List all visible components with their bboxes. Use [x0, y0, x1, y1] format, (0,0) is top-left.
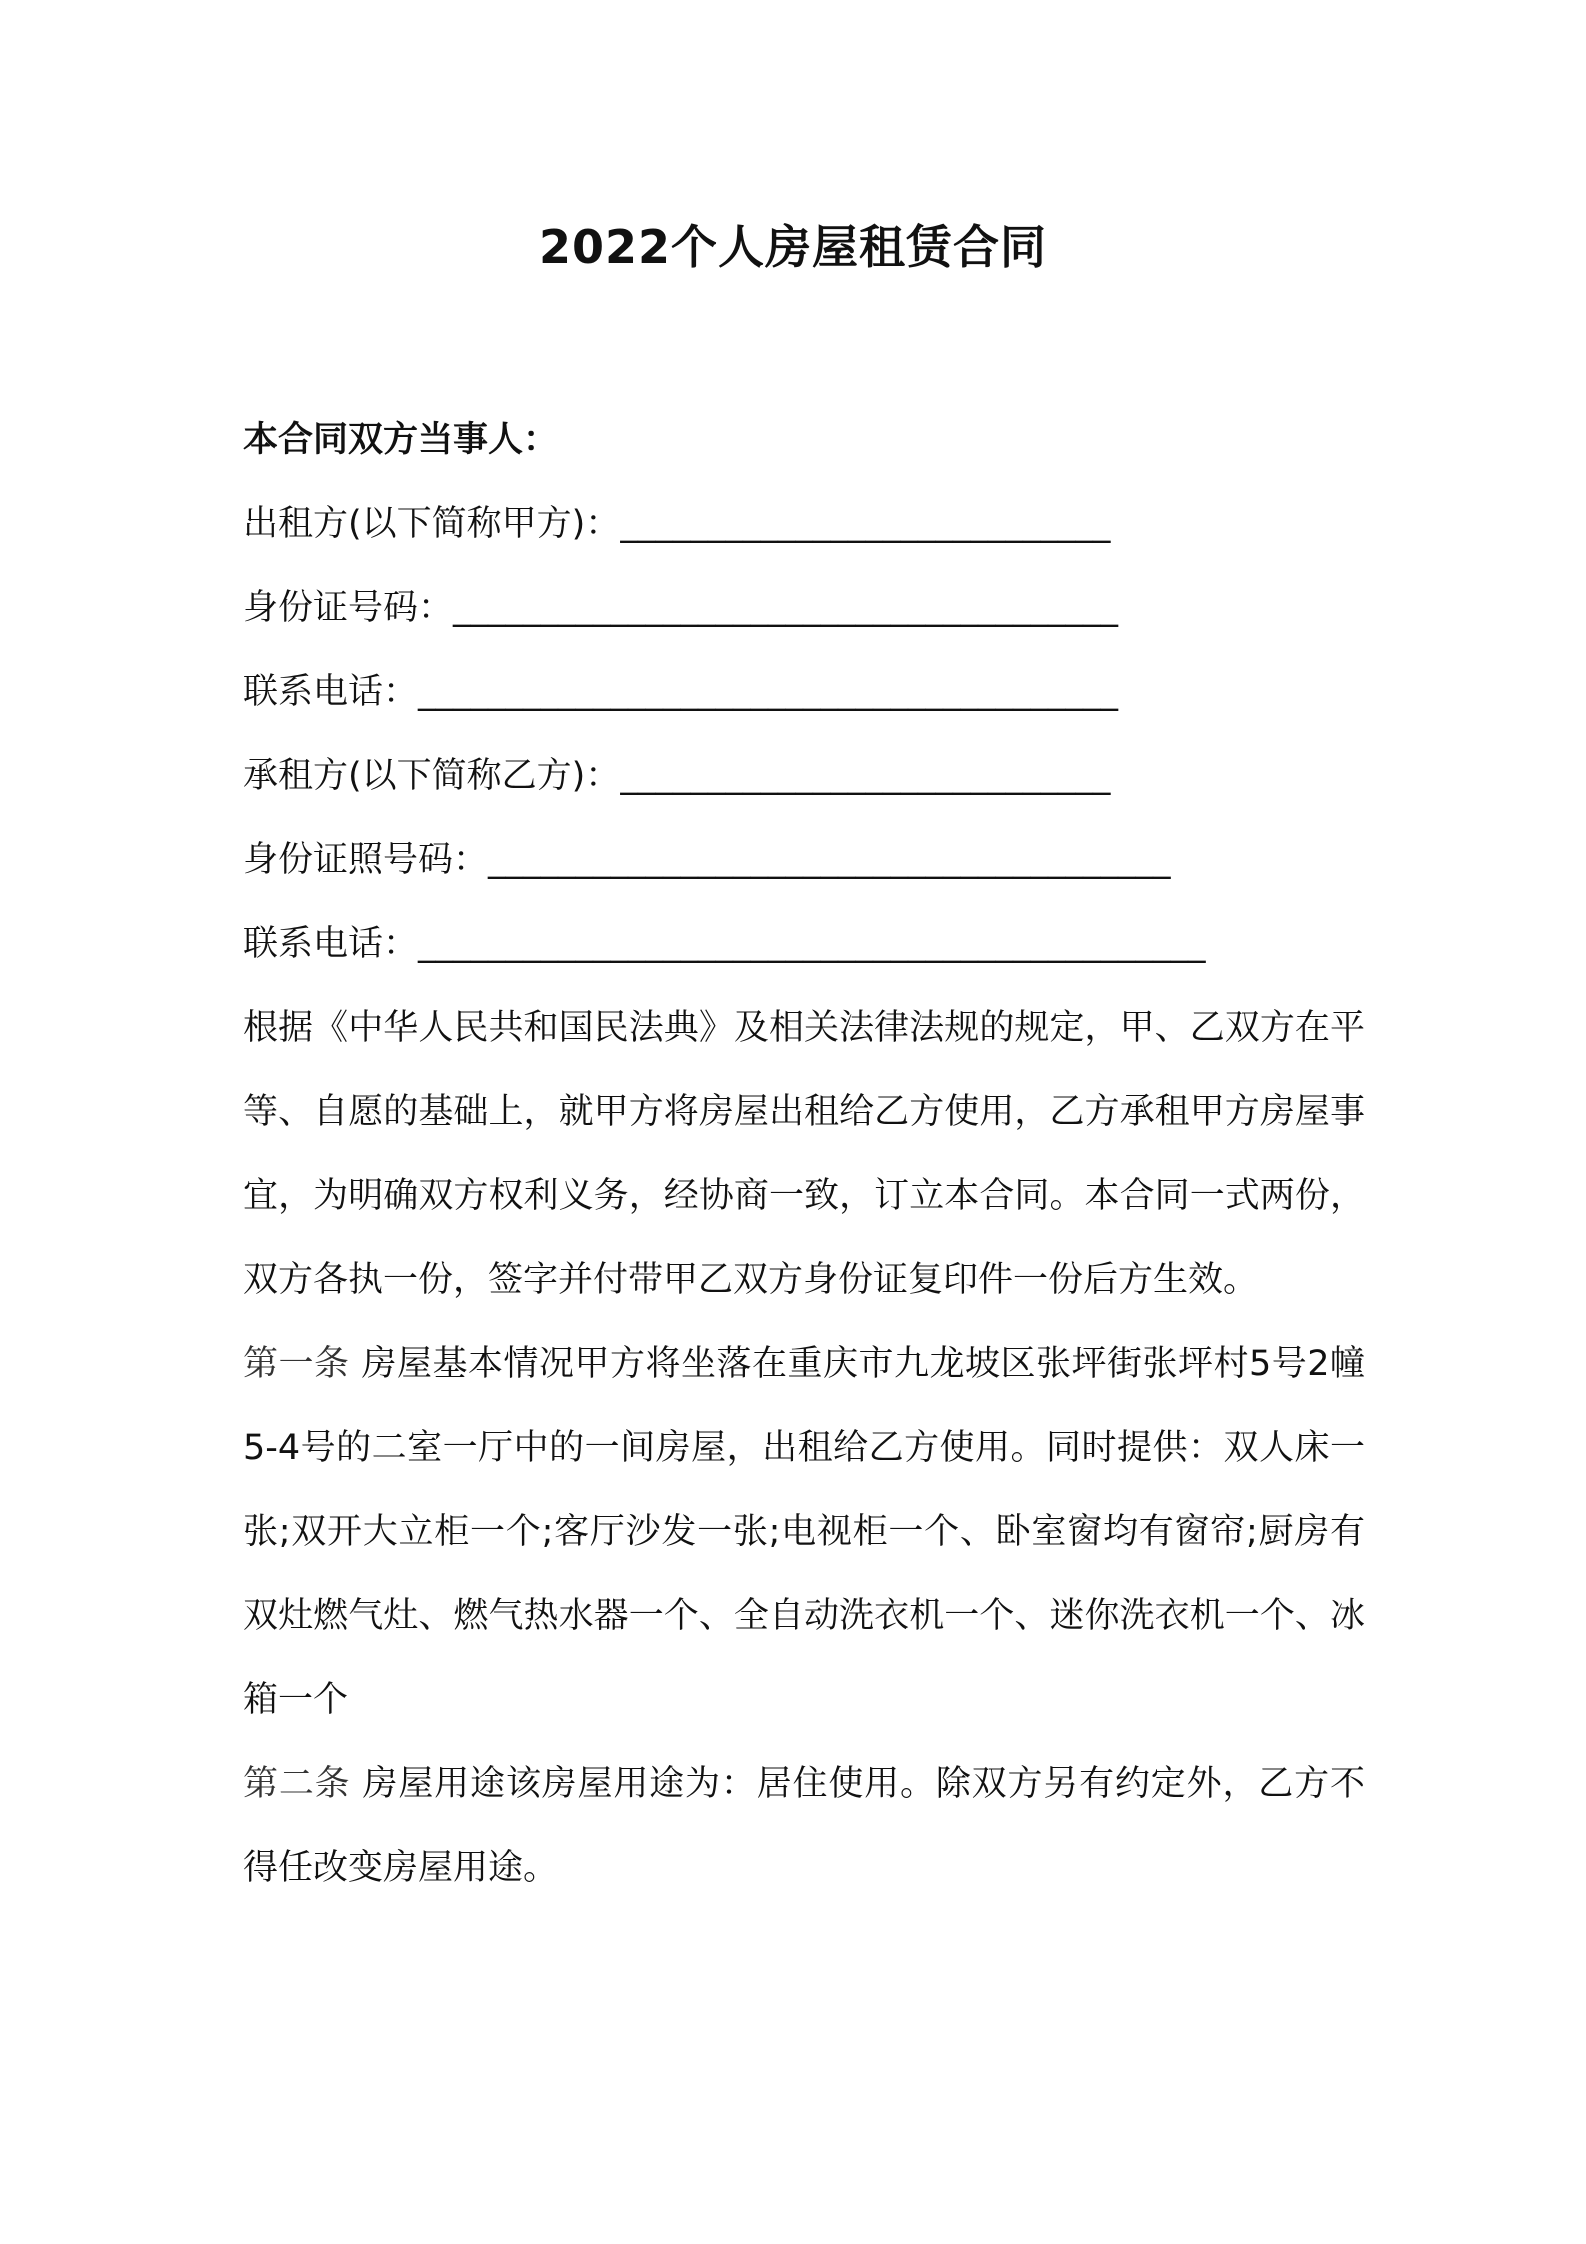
article-text: 房屋用途该房屋用途为：居住使用。除双方另有约定外，乙方不得任改变房屋用途。 — [243, 1764, 1365, 1888]
field-row-lessee-phone — [243, 902, 1365, 986]
article-label: 第二条 — [243, 1764, 351, 1804]
preamble-paragraph: 根据《中华人民共和国民法典》及相关法律法规的规定，甲、乙双方在平等、自愿的基础上，就甲方将房屋出租给乙方使用，乙方承租甲方房屋事宜，为明确双方权利义务，经协商一致，订立本合同。本合同一式两份，双方各执一份，签字并付带甲乙双方身份证复印件一份后方生效。 — [243, 1008, 1365, 1300]
field-blank: _____________________________________________ — [418, 924, 1206, 964]
field-label: 承租方(以下简称乙方)： — [243, 756, 621, 796]
article-label: 第一条 — [243, 1344, 350, 1384]
article-text: 房屋基本情况甲方将坐落在重庆市九龙坡区张坪街张坪村5号2幢5-4号的二室一厅中的一间房屋，出租给乙方使用。同时提供：双人床一张;双开大立柜一个;客厅沙发一张;电视柜一个、卧室窗均有窗帘;厨房有双灶燃气灶、燃气热水器一个、全自动洗衣机一个、迷你洗衣机一个、冰箱一个 — [243, 1344, 1365, 1720]
party-fields — [243, 482, 1365, 986]
parties-heading: 本合同双方当事人： — [243, 420, 559, 460]
field-label: 联系电话： — [243, 672, 419, 712]
article-1-paragraph — [243, 1322, 1365, 1742]
field-blank: _______________________________________ — [488, 840, 1171, 880]
field-label: 联系电话： — [243, 924, 419, 964]
field-blank: ____________________________ — [620, 504, 1111, 544]
field-blank: ____________________________ — [620, 756, 1111, 796]
field-row-lessee — [243, 734, 1365, 818]
field-row-lessor-phone — [243, 650, 1365, 734]
field-label: 身份证照号码： — [243, 840, 489, 880]
field-blank: ________________________________________ — [418, 672, 1119, 712]
field-row-lessor — [243, 482, 1365, 566]
field-row-lessor-id — [243, 566, 1365, 650]
article-2-paragraph — [243, 1742, 1365, 1910]
field-label: 身份证号码： — [243, 588, 454, 628]
field-label: 出租方(以下简称甲方)： — [243, 504, 621, 544]
document-title: 2022个人房屋租赁合同 — [538, 220, 1048, 274]
field-row-lessee-id — [243, 818, 1365, 902]
field-blank: ______________________________________ — [453, 588, 1119, 628]
contract-body — [243, 986, 1365, 1910]
